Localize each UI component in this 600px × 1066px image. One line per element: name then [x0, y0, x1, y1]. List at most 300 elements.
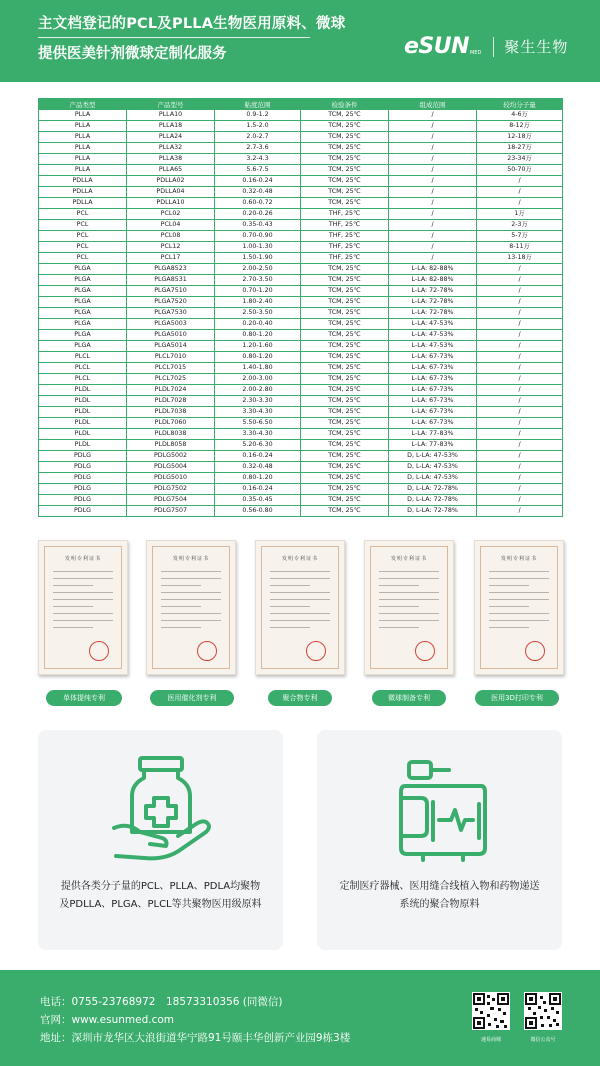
qr-code-wechat[interactable]	[524, 992, 562, 1030]
medicine-bottle-hand-icon	[110, 752, 214, 864]
table-cell: TCM, 25℃	[301, 154, 389, 165]
table-cell: PDLLA	[39, 198, 127, 209]
table-cell: THF, 25℃	[301, 242, 389, 253]
table-cell: PLLA10	[127, 110, 215, 121]
table-cell: /	[389, 110, 477, 121]
table-cell: TCM, 25℃	[301, 110, 389, 121]
certificate-text-line	[270, 571, 330, 572]
table-cell: PDLG	[39, 462, 127, 473]
table-cell: TCM, 25℃	[301, 440, 389, 451]
table-cell: PCL	[39, 220, 127, 231]
table-cell: D, L-LA: 72-78%	[389, 506, 477, 517]
certificate-text-line	[161, 613, 221, 614]
table-cell: 2.70-3.50	[215, 275, 301, 286]
table-cell: PLDL7060	[127, 418, 215, 429]
table-row	[39, 385, 563, 396]
certificate-frame	[261, 546, 339, 669]
table-cell: /	[477, 429, 563, 440]
certificate-text-line	[379, 578, 439, 579]
table-cell: PLDL	[39, 440, 127, 451]
table-row	[39, 242, 563, 253]
certificate-text-line	[53, 606, 93, 607]
table-row	[39, 440, 563, 451]
table-cell: 2.00-3.00	[215, 374, 301, 385]
table-cell: PLCL	[39, 352, 127, 363]
table-row	[39, 154, 563, 165]
certificate-frame	[44, 546, 122, 669]
certificate-seal	[415, 641, 435, 661]
certificate-title: 发明专利证书	[172, 556, 209, 562]
table-cell: /	[477, 341, 563, 352]
table-cell: PLDL7038	[127, 407, 215, 418]
table-cell: /	[477, 275, 563, 286]
table-cell: L-LA: 67-73%	[389, 363, 477, 374]
certificate-seal	[525, 641, 545, 661]
certificate-text-line	[161, 620, 221, 621]
certificate-text-line	[379, 599, 439, 600]
patent-label: 单体提纯专利	[46, 690, 122, 706]
table-cell: L-LA: 67-73%	[389, 374, 477, 385]
certificate-text-line	[161, 592, 221, 593]
table-cell: 0.32-0.48	[215, 187, 301, 198]
table-cell: 4-6万	[477, 110, 563, 121]
table-cell: PLDL	[39, 429, 127, 440]
table-cell: PLLA32	[127, 143, 215, 154]
table-row	[39, 165, 563, 176]
logo-separator	[493, 37, 494, 57]
column-header: 组成范围	[389, 99, 477, 110]
table-cell: 18-27万	[477, 143, 563, 154]
table-cell: /	[477, 330, 563, 341]
table-cell: 0.16-0.24	[215, 451, 301, 462]
certificate-text-line	[161, 571, 221, 572]
header-banner	[0, 0, 600, 82]
table-row	[39, 209, 563, 220]
table-cell: 0.80-1.20	[215, 330, 301, 341]
certificate-text-line	[489, 613, 549, 614]
table-cell: 0.9-1.2	[215, 110, 301, 121]
table-cell: D, L-LA: 72-78%	[389, 484, 477, 495]
table-cell: PDLG7504	[127, 495, 215, 506]
logo-wordmark: eSUN	[404, 34, 470, 59]
table-cell: /	[477, 297, 563, 308]
table-cell: PLGA	[39, 297, 127, 308]
table-cell: TCM, 25℃	[301, 308, 389, 319]
table-cell: TCM, 25℃	[301, 473, 389, 484]
table-cell: 0.20-0.40	[215, 319, 301, 330]
table-cell: PLDL8058	[127, 440, 215, 451]
certificate-title: 发明专利证书	[390, 556, 427, 562]
table-cell: THF, 25℃	[301, 253, 389, 264]
footer-address	[40, 1030, 350, 1045]
certificate-text-line	[379, 585, 419, 586]
footer-contact	[0, 970, 600, 1066]
table-row	[39, 253, 563, 264]
table-cell: PCL04	[127, 220, 215, 231]
table-cell: PLGA5003	[127, 319, 215, 330]
certificate-text-line	[53, 599, 113, 600]
table-cell: TCM, 25℃	[301, 374, 389, 385]
table-cell: PCL02	[127, 209, 215, 220]
certificate-text-line	[270, 578, 330, 579]
table-cell: 2.30-3.30	[215, 396, 301, 407]
table-cell: /	[389, 132, 477, 143]
qr-code-mall[interactable]	[472, 992, 510, 1030]
table-cell: L-LA: 47-53%	[389, 330, 477, 341]
column-header: 产品型号	[127, 99, 215, 110]
table-cell: PDLLA	[39, 176, 127, 187]
table-cell: 0.70-0.90	[215, 231, 301, 242]
table-cell: TCM, 25℃	[301, 286, 389, 297]
qr-caption-mall: 速易商城	[480, 1037, 501, 1043]
table-cell: PLLA	[39, 121, 127, 132]
table-row	[39, 220, 563, 231]
table-cell: PLLA	[39, 110, 127, 121]
feature-card-raw-materials	[38, 730, 283, 950]
table-cell: 1.5-2.0	[215, 121, 301, 132]
table-cell: PLLA65	[127, 165, 215, 176]
table-cell: 0.60-0.72	[215, 198, 301, 209]
certificate-text-line	[379, 606, 419, 607]
table-cell: PLLA24	[127, 132, 215, 143]
certificate-frame	[152, 546, 230, 669]
table-cell: 1.20-1.60	[215, 341, 301, 352]
table-cell: 0.70-1.20	[215, 286, 301, 297]
table-cell: PLGA	[39, 275, 127, 286]
table-row	[39, 275, 563, 286]
patent-label: 聚合物专利	[268, 690, 332, 706]
table-cell: TCM, 25℃	[301, 297, 389, 308]
table-cell: /	[477, 407, 563, 418]
table-cell: PLLA18	[127, 121, 215, 132]
certificate-text-line	[489, 599, 549, 600]
table-row	[39, 187, 563, 198]
brand-name-cn: 聚生生物	[504, 38, 569, 56]
table-cell: L-LA: 47-53%	[389, 341, 477, 352]
certificate-text-line	[489, 592, 549, 593]
table-cell: L-LA: 72-78%	[389, 286, 477, 297]
table-cell: PLGA	[39, 319, 127, 330]
table-cell: TCM, 25℃	[301, 484, 389, 495]
table-cell: /	[477, 264, 563, 275]
table-cell: L-LA: 72-78%	[389, 297, 477, 308]
table-header-row	[39, 99, 563, 110]
header-title-line2: 提供医美针剂微球定制化服务	[38, 46, 227, 62]
table-cell: PDLG5002	[127, 451, 215, 462]
table-cell: TCM, 25℃	[301, 462, 389, 473]
table-cell: /	[389, 143, 477, 154]
table-cell: PLGA	[39, 341, 127, 352]
table-cell: PLLA	[39, 165, 127, 176]
table-cell: THF, 25℃	[301, 231, 389, 242]
certificate-text-line	[53, 620, 113, 621]
table-cell: /	[389, 198, 477, 209]
table-cell: 23-34万	[477, 154, 563, 165]
certificate-seal	[306, 641, 326, 661]
column-header: 产品类型	[39, 99, 127, 110]
certificate-text-line	[489, 578, 549, 579]
qr-code-icon	[472, 992, 510, 1030]
table-cell: /	[477, 440, 563, 451]
table-cell: 3.30-4.30	[215, 429, 301, 440]
certificate-text-line	[379, 627, 419, 628]
table-cell: PDLLA02	[127, 176, 215, 187]
table-cell: PLGA	[39, 286, 127, 297]
table-row	[39, 308, 563, 319]
table-cell: L-LA: 72-78%	[389, 308, 477, 319]
certificate-frame	[370, 546, 448, 669]
table-cell: TCM, 25℃	[301, 187, 389, 198]
certificate-text-line	[161, 599, 221, 600]
table-cell: D, L-LA: 47-53%	[389, 473, 477, 484]
certificate-text-line	[270, 585, 310, 586]
table-row	[39, 429, 563, 440]
table-cell: 0.35-0.43	[215, 220, 301, 231]
table-cell: /	[477, 187, 563, 198]
table-cell: 50-70万	[477, 165, 563, 176]
table-row	[39, 330, 563, 341]
certificate-text-line	[161, 627, 201, 628]
table-row	[39, 363, 563, 374]
table-cell: TCM, 25℃	[301, 165, 389, 176]
table-cell: 2.00-2.50	[215, 264, 301, 275]
table-row	[39, 121, 563, 132]
table-cell: /	[477, 484, 563, 495]
table-cell: PDLLA04	[127, 187, 215, 198]
table-cell: L-LA: 47-53%	[389, 319, 477, 330]
table-cell: TCM, 25℃	[301, 198, 389, 209]
table-cell: PDLG	[39, 484, 127, 495]
certificate-title: 发明专利证书	[500, 556, 537, 562]
header-title-line1: 主文档登记的PCL及PLLA生物医用原料、微球	[38, 16, 346, 32]
table-cell: PDLLA10	[127, 198, 215, 209]
table-cell: PLGA8523	[127, 264, 215, 275]
table-cell: 0.35-0.45	[215, 495, 301, 506]
table-cell: 8-12万	[477, 121, 563, 132]
table-cell: PLGA7510	[127, 286, 215, 297]
certificate-title: 发明专利证书	[64, 556, 101, 562]
certificate-text-line	[379, 592, 439, 593]
table-cell: PDLG	[39, 473, 127, 484]
table-cell: L-LA: 77-83%	[389, 429, 477, 440]
feature-card-text: 定制医疗器械、医用缝合线植入物和药物递送系统的聚合物原料	[339, 881, 540, 910]
table-cell: PCL	[39, 253, 127, 264]
table-cell: 1.40-1.80	[215, 363, 301, 374]
table-cell: PDLLA	[39, 187, 127, 198]
table-row	[39, 341, 563, 352]
table-cell: 0.16-0.24	[215, 176, 301, 187]
table-row	[39, 110, 563, 121]
website-label: 官网：	[40, 1014, 72, 1026]
table-row	[39, 143, 563, 154]
table-cell: TCM, 25℃	[301, 264, 389, 275]
certificate-title: 发明专利证书	[281, 556, 318, 562]
table-cell: PLGA8531	[127, 275, 215, 286]
table-cell: TCM, 25℃	[301, 132, 389, 143]
table-cell: PLGA5010	[127, 330, 215, 341]
footer-website	[40, 1012, 174, 1027]
table-cell: PCL	[39, 242, 127, 253]
table-cell: TCM, 25℃	[301, 330, 389, 341]
table-cell: /	[389, 242, 477, 253]
table-row	[39, 418, 563, 429]
patent-certificate	[364, 540, 454, 675]
table-cell: /	[477, 308, 563, 319]
certificate-text-line	[270, 627, 310, 628]
patent-certificate	[474, 540, 564, 675]
table-cell: PCL08	[127, 231, 215, 242]
certificate-seal	[89, 641, 109, 661]
feature-card-medical-devices	[317, 730, 562, 950]
table-cell: PLGA	[39, 264, 127, 275]
table-cell: /	[477, 418, 563, 429]
table-cell: PCL17	[127, 253, 215, 264]
table-row	[39, 451, 563, 462]
footer-phone	[40, 994, 282, 1009]
table-row	[39, 407, 563, 418]
certificate-text-line	[379, 571, 439, 572]
table-cell: 12-18万	[477, 132, 563, 143]
table-cell: /	[477, 286, 563, 297]
certificate-text-line	[489, 627, 529, 628]
column-header: 检验条件	[301, 99, 389, 110]
table-cell: TCM, 25℃	[301, 143, 389, 154]
table-cell: /	[477, 319, 563, 330]
table-cell: PDLG7502	[127, 484, 215, 495]
patent-certificates	[38, 540, 562, 680]
table-cell: PLLA	[39, 132, 127, 143]
table-row	[39, 495, 563, 506]
certificate-text-line	[270, 592, 330, 593]
table-cell: L-LA: 67-73%	[389, 407, 477, 418]
table-cell: /	[477, 385, 563, 396]
table-cell: /	[389, 220, 477, 231]
table-cell: 2.00-2.80	[215, 385, 301, 396]
medical-device-icon	[395, 758, 491, 862]
table-row	[39, 352, 563, 363]
certificate-text-line	[161, 578, 221, 579]
table-cell: D, L-LA: 47-53%	[389, 462, 477, 473]
table-cell: L-LA: 67-73%	[389, 396, 477, 407]
certificate-text-line	[53, 627, 93, 628]
table-cell: PLCL	[39, 374, 127, 385]
table-cell: PDLG	[39, 506, 127, 517]
table-cell: PCL	[39, 209, 127, 220]
table-cell: D, L-LA: 72-78%	[389, 495, 477, 506]
table-cell: THF, 25℃	[301, 220, 389, 231]
certificate-text-line	[270, 606, 310, 607]
certificate-text-line	[489, 571, 549, 572]
table-cell: 3.2-4.3	[215, 154, 301, 165]
table-cell: 2.7-3.6	[215, 143, 301, 154]
patent-label: 微球制备专利	[372, 690, 446, 706]
table-cell: TCM, 25℃	[301, 352, 389, 363]
table-cell: PDLG5004	[127, 462, 215, 473]
table-cell: PLCL7025	[127, 374, 215, 385]
table-cell: /	[477, 198, 563, 209]
table-cell: PLLA	[39, 154, 127, 165]
table-cell: TCM, 25℃	[301, 451, 389, 462]
table-cell: /	[477, 506, 563, 517]
certificate-text-line	[53, 592, 113, 593]
table-cell: /	[389, 209, 477, 220]
table-cell: PLDL	[39, 396, 127, 407]
phone-number[interactable]: 0755-23768972 18573310356 (同微信)	[71, 996, 283, 1008]
table-cell: TCM, 25℃	[301, 176, 389, 187]
certificate-text-line	[270, 613, 330, 614]
certificate-seal	[197, 641, 217, 661]
table-cell: PCL12	[127, 242, 215, 253]
table-cell: /	[477, 396, 563, 407]
table-cell: /	[477, 473, 563, 484]
table-body	[39, 110, 563, 517]
website-link[interactable]: www.esunmed.com	[71, 1014, 174, 1026]
address-label: 地址：	[40, 1032, 72, 1044]
address-text: 深圳市龙华区大浪街道华宁路91号颐丰华创新产业园9栋3楼	[71, 1032, 351, 1044]
table-cell: PLGA7520	[127, 297, 215, 308]
certificate-text-line	[379, 620, 439, 621]
table-cell: 1.80-2.40	[215, 297, 301, 308]
table-cell: PDLG7507	[127, 506, 215, 517]
table-row	[39, 484, 563, 495]
column-header: 较均分子量	[477, 99, 563, 110]
header-divider	[38, 37, 310, 38]
table-cell: PLDL	[39, 385, 127, 396]
table-row	[39, 396, 563, 407]
feature-card-text: 提供各类分子量的PCL、PLLA、PDLA均聚物及PDLLA、PLGA、PLCL等共聚物医用级原料	[59, 881, 262, 910]
table-cell: 1.00-1.30	[215, 242, 301, 253]
qr-code-icon	[524, 992, 562, 1030]
table-cell: 1万	[477, 209, 563, 220]
certificate-text-line	[161, 606, 201, 607]
table-cell: PLCL7010	[127, 352, 215, 363]
table-cell: 1.50-1.90	[215, 253, 301, 264]
patent-certificate	[38, 540, 128, 675]
table-cell: TCM, 25℃	[301, 495, 389, 506]
table-cell: 0.80-1.20	[215, 473, 301, 484]
certificate-frame	[480, 546, 558, 669]
table-cell: TCM, 25℃	[301, 506, 389, 517]
table-cell: TCM, 25℃	[301, 385, 389, 396]
table-cell: TCM, 25℃	[301, 418, 389, 429]
table-cell: 5.50-6.50	[215, 418, 301, 429]
logo-subscript: MED	[470, 50, 482, 56]
brand-logo[interactable]	[404, 34, 568, 59]
table-cell: /	[477, 363, 563, 374]
table-cell: L-LA: 67-73%	[389, 385, 477, 396]
table-cell: 2-3万	[477, 220, 563, 231]
table-cell: L-LA: 67-73%	[389, 418, 477, 429]
table-cell: PLGA	[39, 330, 127, 341]
table-cell: TCM, 25℃	[301, 319, 389, 330]
table-cell: PLDL	[39, 407, 127, 418]
table-cell: 5-7万	[477, 231, 563, 242]
table-row	[39, 473, 563, 484]
table-cell: 0.80-1.20	[215, 352, 301, 363]
certificate-text-line	[270, 620, 330, 621]
table-cell: 0.56-0.80	[215, 506, 301, 517]
certificate-text-line	[379, 613, 439, 614]
table-cell: /	[477, 462, 563, 473]
table-cell: PLGA	[39, 308, 127, 319]
table-cell: 3.30-4.30	[215, 407, 301, 418]
table-cell: 5.20-6.30	[215, 440, 301, 451]
table-row	[39, 286, 563, 297]
qr-caption-wechat: 微信公众号	[530, 1037, 556, 1043]
table-cell: 13-18万	[477, 253, 563, 264]
table-cell: /	[389, 231, 477, 242]
table-cell: 8-11万	[477, 242, 563, 253]
